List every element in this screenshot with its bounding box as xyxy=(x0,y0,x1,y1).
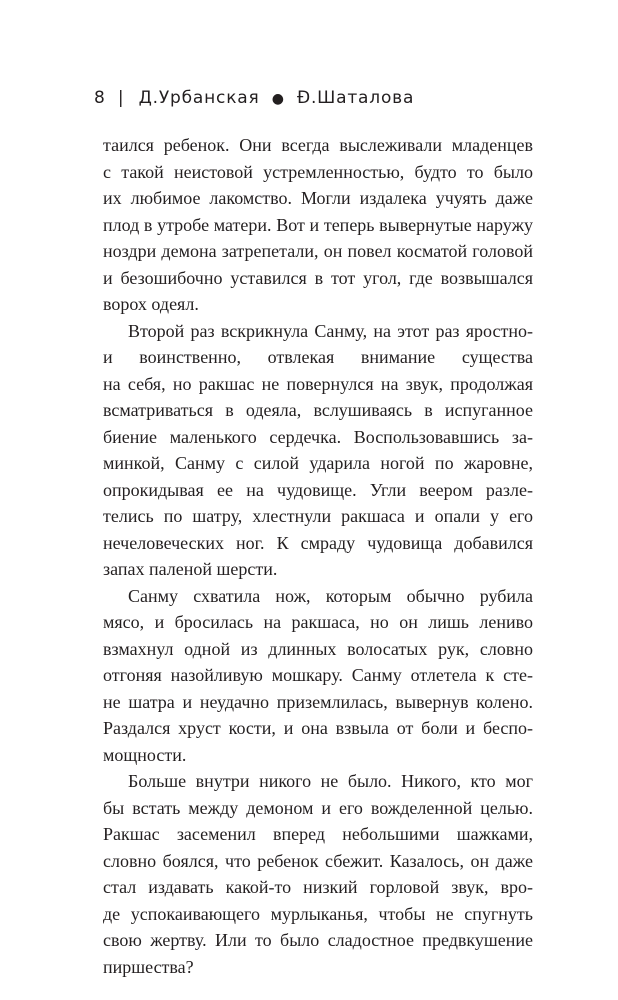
text-line: де успокаивающего мурлыканья, чтобы не спугнуть xyxy=(103,903,533,924)
text-line: биение маленького сердечка. Воспользовавшись за- xyxy=(103,426,533,447)
text-line: не шатра и неудачно приземлилась, вывернув колено. xyxy=(103,691,533,712)
text-line: и воинственно, отвлекая внимание существа xyxy=(103,347,533,367)
text-line: Второй раз вскрикнула Санму, на этот раз яростно- xyxy=(128,320,533,341)
text-line: и безошибочно уставился в тот угол, где возвышался xyxy=(103,267,533,288)
text-line: опрокидывая ее на чудовище. Угли веером разле- xyxy=(103,479,533,500)
text-line: таился ребенок. Они всегда выслеживали младенцев xyxy=(103,135,533,155)
text-line: словно боялся, что ребенок сбежит. Казалось, он даже xyxy=(103,850,533,871)
text-line: стал издавать какой-то низкий горловой звук, вро- xyxy=(103,877,533,897)
text-line: Санму схватила нож, которым обычно рубила xyxy=(128,585,533,606)
bullet-icon: ● xyxy=(271,91,285,107)
paragraph xyxy=(103,583,533,769)
text-line: мощности. xyxy=(103,744,187,765)
text-line: запах паленой шерсти. xyxy=(103,559,278,579)
body-text xyxy=(103,132,533,980)
text-line: Больше внутри никого не было. Никого, кто мог xyxy=(128,771,533,791)
text-line: свою жертву. Или то было сладостное предвкушение xyxy=(103,930,533,950)
running-header xyxy=(94,88,414,108)
text-line: всматриваться в одеяла, вслушиваясь в испуганное xyxy=(103,400,533,420)
header-separator: | xyxy=(117,88,125,108)
paragraph xyxy=(103,768,533,980)
text-line: Ракшас засеменил вперед небольшими шажками, xyxy=(103,824,533,844)
paragraph xyxy=(103,132,533,318)
text-line: ноздри демона затрепетали, он повел косматой головой xyxy=(103,241,533,261)
author-name-2: Ð.Шаталова xyxy=(296,88,415,108)
text-line: на себя, но ракшас не повернулся на звук, продолжая xyxy=(103,373,533,394)
text-line: с такой неистовой устремленностью, будто то было xyxy=(103,161,533,182)
text-line: телись по шатру, хлестнули ракшаса и опали у его xyxy=(103,506,533,526)
text-line: мясо, и бросилась на ракшаса, но он лишь лениво xyxy=(103,612,533,632)
text-line: бы встать между демоном и его вожделенной целью. xyxy=(103,797,533,818)
text-line: отгоняя назойливую мошкару. Санму отлетела к сте- xyxy=(103,665,533,685)
author-name-1: Д.Урбанская xyxy=(138,88,260,108)
text-line: пиршества? xyxy=(103,956,194,977)
text-line: взмахнул одной из длинных волосатых рук, словно xyxy=(103,638,533,659)
text-line: их любимое лакомство. Могли издалека учуять даже xyxy=(103,188,533,208)
text-line: нечеловеческих ног. К смраду чудовища добавился xyxy=(103,532,533,553)
text-line: Раздался хруст кости, и она взвыла от боли и беспо- xyxy=(103,718,533,738)
text-line: плод в утробе матери. Вот и теперь вывернутые наружу xyxy=(103,214,533,235)
page-number: 8 xyxy=(94,88,106,108)
text-line: минкой, Санму с силой ударила ногой по жаровне, xyxy=(103,453,533,473)
text-line: ворох одеял. xyxy=(103,294,199,314)
paragraph xyxy=(103,318,533,583)
